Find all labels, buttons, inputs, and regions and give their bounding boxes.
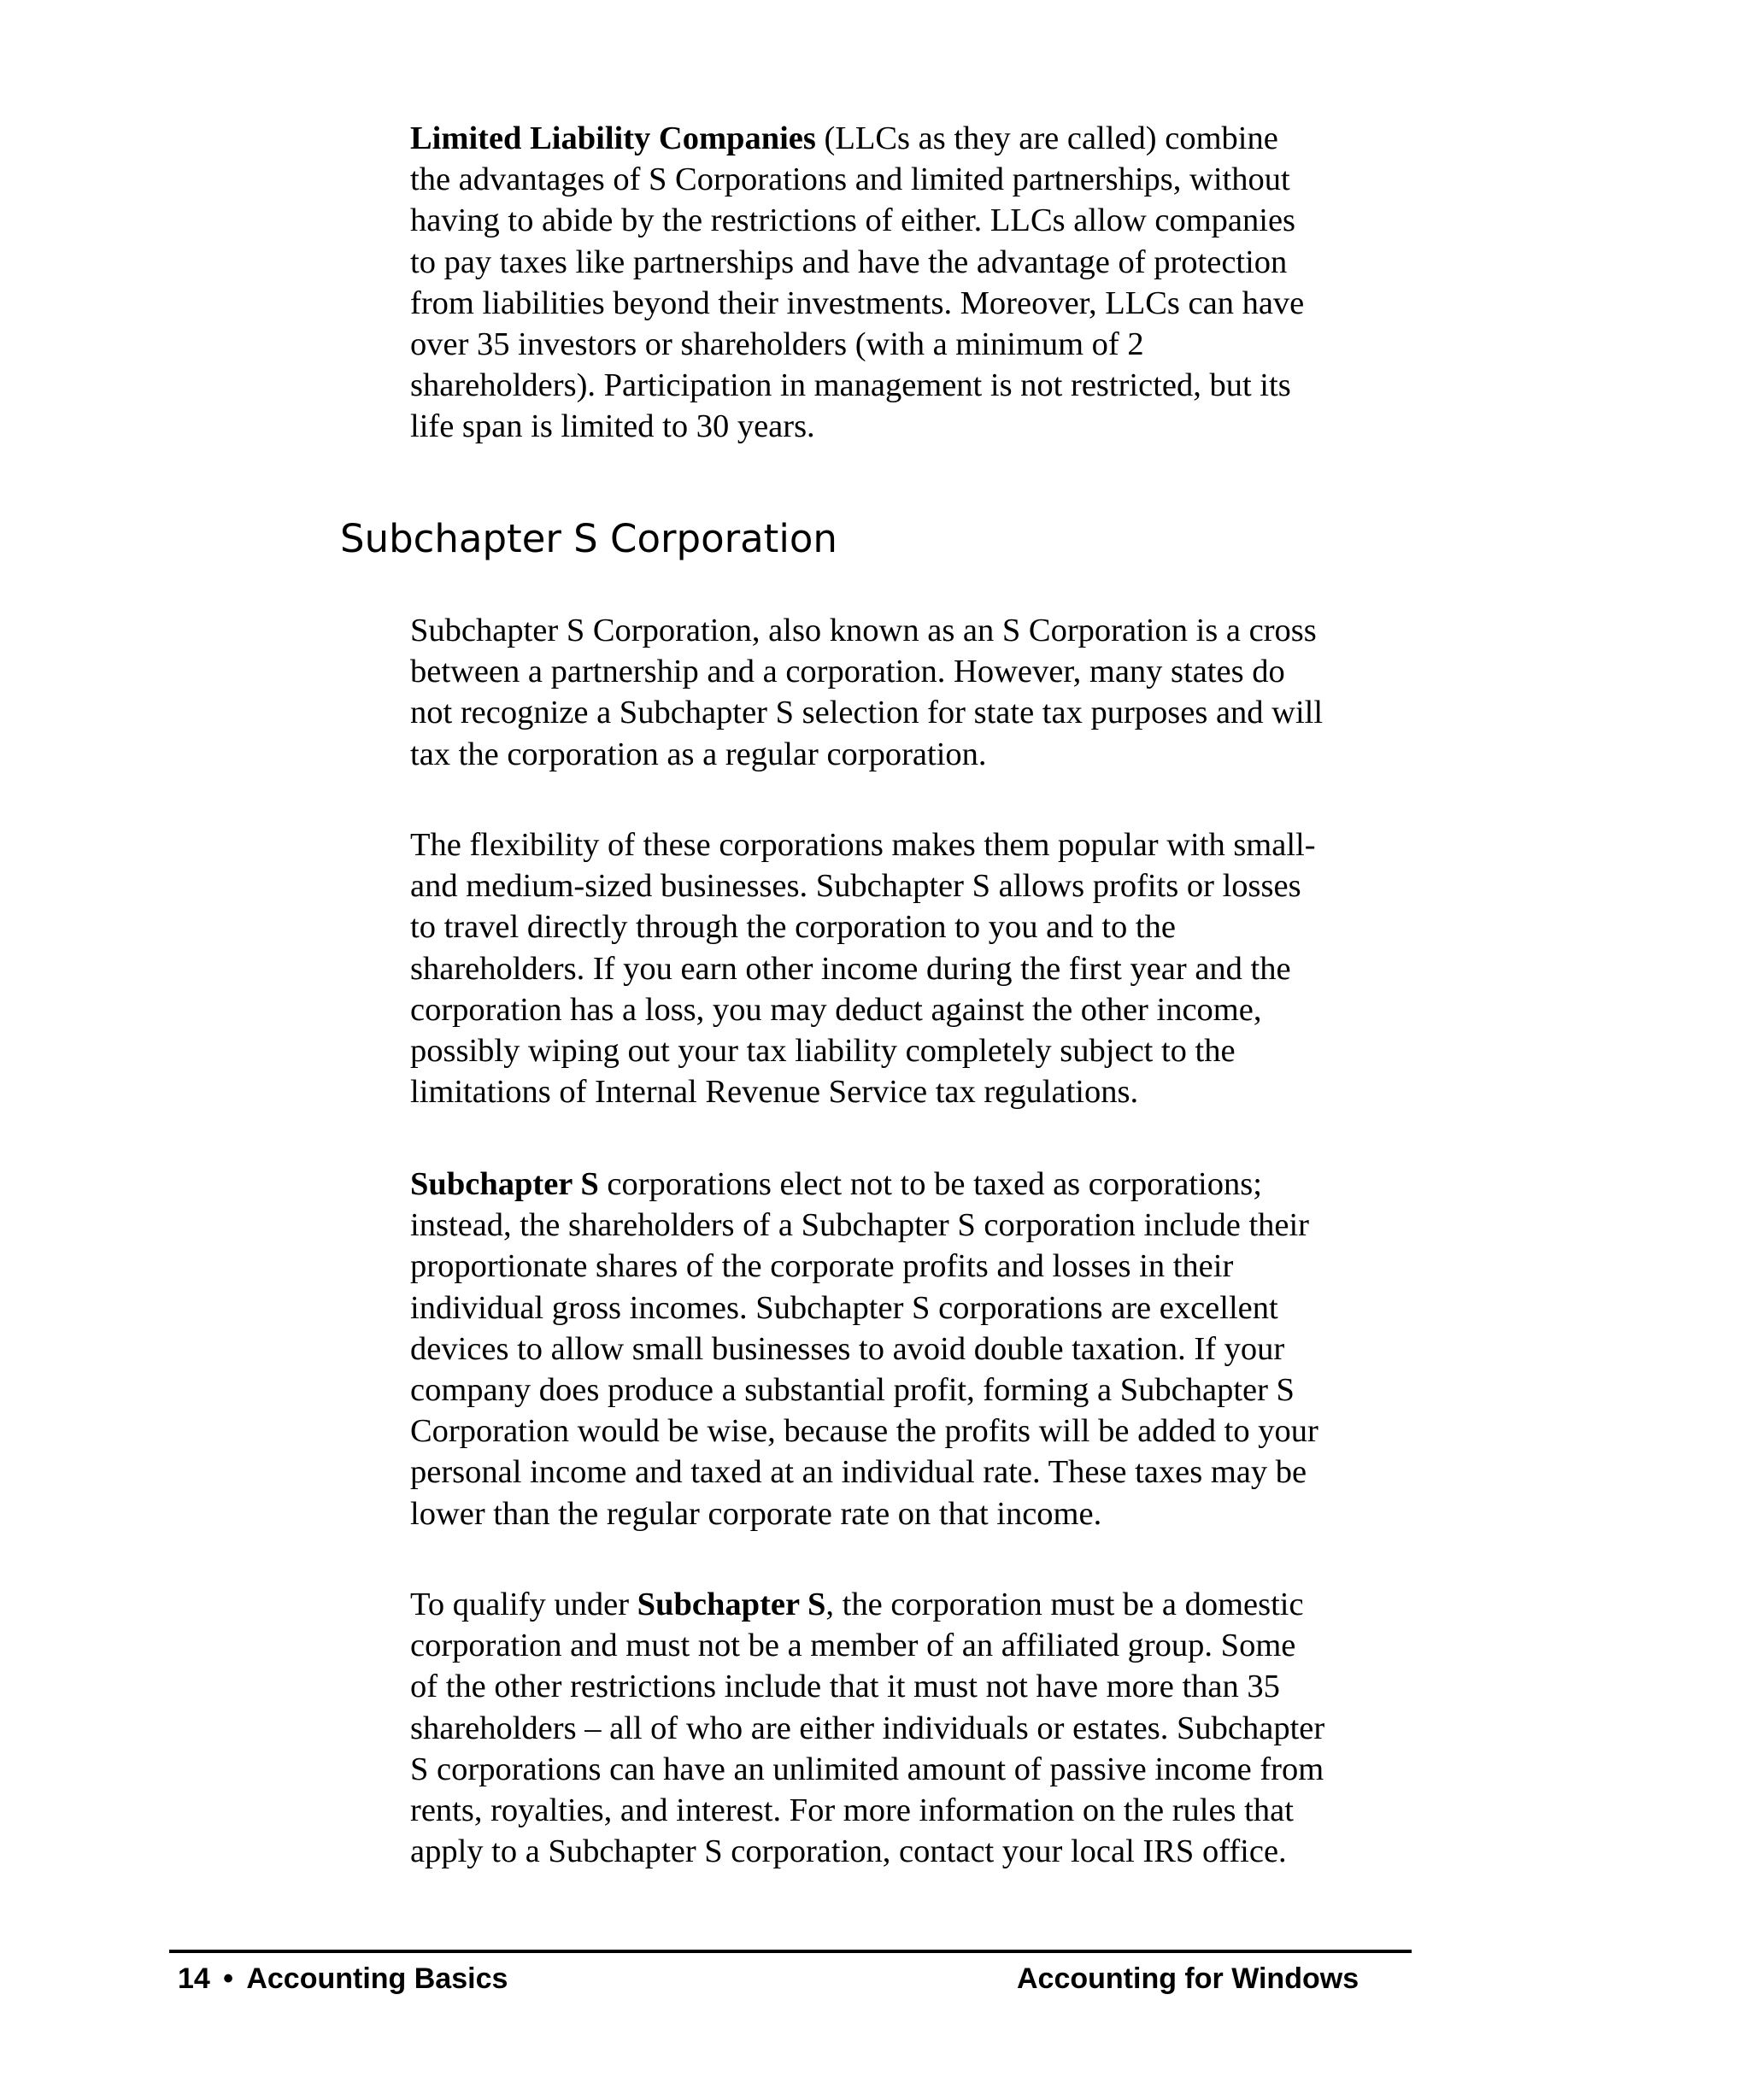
llc-bold-term: Limited Liability Companies xyxy=(410,120,816,156)
paragraph-line: life span is limited to 30 years. xyxy=(410,408,815,445)
paragraph-line: to pay taxes like partnerships and have the advantage of protection xyxy=(410,243,1288,280)
page-number: 14 xyxy=(178,1962,210,1995)
paragraph-line: proportionate shares of the corporate profits and losses in their xyxy=(410,1248,1234,1285)
paragraph-line: apply to a Subchapter S corporation, contact your local IRS office. xyxy=(410,1833,1287,1870)
paragraph-line: from liabilities beyond their investments. Moreover, LLCs can have xyxy=(410,284,1305,321)
paragraph-line: company does produce a substantial profit, forming a Subchapter S xyxy=(410,1371,1295,1408)
llc-paragraph xyxy=(410,118,1436,448)
paragraph-line: devices to allow small businesses to avoid double taxation. If your xyxy=(410,1330,1285,1367)
paragraph-line: corporation and must not be a member of an affiliated group. Some xyxy=(410,1628,1296,1664)
footer-left xyxy=(178,1959,508,1998)
paragraph-line: The flexibility of these corporations makes them popular with small- xyxy=(410,827,1316,863)
paragraph-line: the advantages of S Corporations and limited partnerships, without xyxy=(410,161,1290,198)
paragraph-line: and medium-sized businesses. Subchapter S allows profits or losses xyxy=(410,868,1301,905)
paragraph-line: shareholders). Participation in management is not restricted, but its xyxy=(410,367,1291,404)
paragraph-line: corporation has a loss, you may deduct against the other income, xyxy=(410,991,1262,1028)
bullet-separator: • xyxy=(223,1962,234,1995)
paragraph-line: Subchapter S corporations elect not to be taxed as corporations; xyxy=(410,1166,1262,1202)
intro-paragraph xyxy=(410,610,1436,775)
flexibility-paragraph xyxy=(410,824,1436,1112)
paragraph-line: To qualify under Subchapter S, the corporation must be a domestic xyxy=(410,1587,1304,1622)
section-heading: Subchapter S Corporation xyxy=(340,516,837,561)
paragraph-line: of the other restrictions include that it must not have more than 35 xyxy=(410,1669,1280,1705)
paragraph-line: over 35 investors or shareholders (with a minimum of 2 xyxy=(410,326,1144,362)
paragraph-line: not recognize a Subchapter S selection for state tax purposes and will xyxy=(410,695,1324,731)
taxation-paragraph xyxy=(410,1164,1436,1534)
paragraph-line: personal income and taxed at an individual rate. These taxes may be xyxy=(410,1454,1307,1491)
paragraph-line: limitations of Internal Revenue Service tax regulations. xyxy=(410,1074,1139,1111)
paragraph-line: shareholders. If you earn other income during the first year and the xyxy=(410,950,1291,987)
paragraph-line: shareholders – all of who are either individuals or estates. Subchapter xyxy=(410,1710,1325,1746)
paragraph-line: rents, royalties, and interest. For more information on the rules that xyxy=(410,1792,1294,1828)
qualify-bold-term: Subchapter S xyxy=(637,1587,826,1622)
taxation-bold-term: Subchapter S xyxy=(410,1166,599,1202)
paragraph-line: Subchapter S Corporation, also known as an S Corporation is a cross xyxy=(410,613,1317,648)
qualify-paragraph xyxy=(410,1584,1436,1872)
footer-rule xyxy=(169,1950,1412,1953)
chapter-title: Accounting Basics xyxy=(246,1962,508,1995)
paragraph-line: between a partnership and a corporation. However, many states do xyxy=(410,654,1285,690)
paragraph-line: instead, the shareholders of a Subchapter S corporation include their xyxy=(410,1207,1310,1244)
paragraph-line: having to abide by the restrictions of either. LLCs allow companies xyxy=(410,202,1296,239)
paragraph-line: Corporation would be wise, because the profits will be added to your xyxy=(410,1413,1318,1450)
paragraph-line: possibly wiping out your tax liability completely subject to the xyxy=(410,1032,1236,1069)
book-title: Accounting for Windows xyxy=(1017,1962,1359,1995)
paragraph-line: to travel directly through the corporation to you and to the xyxy=(410,909,1176,946)
paragraph-line: Limited Liability Companies (LLCs as they are called) combine xyxy=(410,120,1278,156)
paragraph-line: individual gross incomes. Subchapter S corporations are excellent xyxy=(410,1289,1278,1326)
paragraph-line: lower than the regular corporate rate on that income. xyxy=(410,1495,1102,1532)
paragraph-line: tax the corporation as a regular corporation. xyxy=(410,736,987,772)
paragraph-line: S corporations can have an unlimited amount of passive income from xyxy=(410,1751,1324,1787)
